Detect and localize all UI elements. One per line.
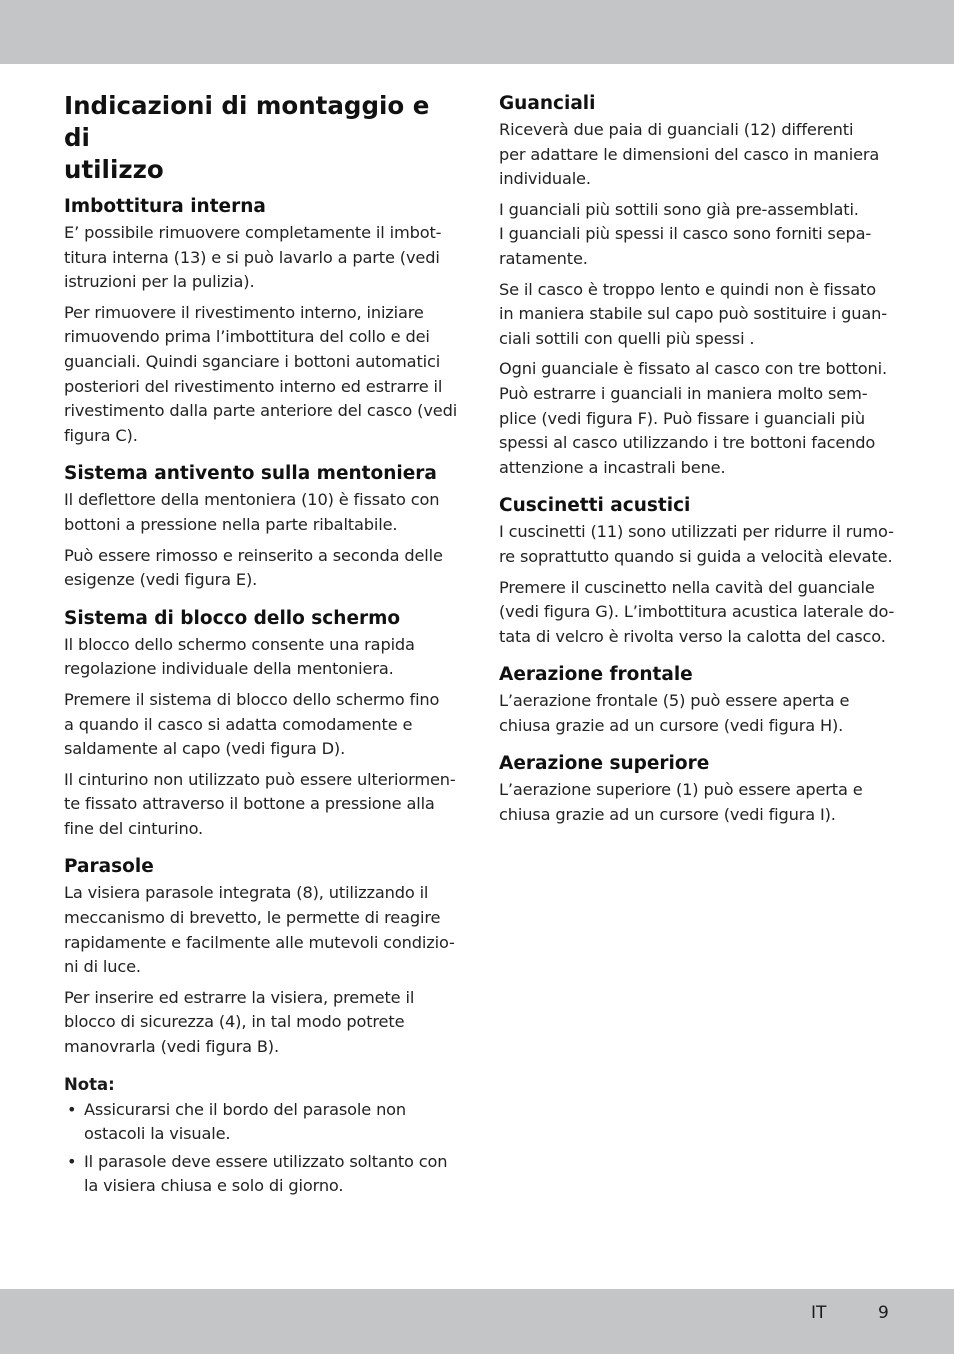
paragraph [64,488,456,537]
paragraph [499,357,891,480]
text-line: ni di luce. [64,957,141,977]
text-line: rapidamente e facilmente alle mutevoli condizio- [64,932,455,952]
section-heading: Cuscinetti acustici [499,495,691,517]
paragraph [499,689,891,738]
text-line: chiusa grazie ad un cursore (vedi figura I). [499,805,836,825]
bullet-icon: • [67,1151,77,1171]
paragraph [499,778,891,827]
paragraph [64,633,456,682]
section-heading: Sistema antivento sulla mentoniera [64,463,437,485]
text-line: Per rimuovere il rivestimento interno, iniziare [64,302,424,322]
text-line: Il blocco dello schermo consente una rapida [64,634,415,654]
text-line: Il cinturino non utilizzato può essere ulteriormen- [64,769,456,789]
page-title-line: utilizzo [64,155,164,184]
text-line: attenzione a incastrali bene. [499,457,726,477]
text-line: L’aerazione superiore (1) può essere aperta e [499,780,863,800]
paragraph [64,544,456,593]
text-line: (vedi figura G). L’imbottitura acustica laterale do- [499,602,895,622]
text-line: chiusa grazie ad un cursore (vedi figura H). [499,715,844,735]
page-title [64,90,456,186]
text-line: guanciali. Quindi sganciare i bottoni automatici [64,351,441,371]
text-line: Può essere rimosso e reinserito a seconda delle [64,545,443,565]
text-line: a quando il casco si adatta comodamente e [64,714,413,734]
text-line: blocco di sicurezza (4), in tal modo potrete [64,1012,405,1032]
paragraph [499,118,891,192]
text-line: bottoni a pressione nella parte ribaltabile. [64,514,398,534]
section-heading: Aerazione frontale [499,664,693,686]
text-line: Riceverà due paia di guanciali (12) differenti [499,120,854,139]
text-line: La visiera parasole integrata (8), utilizzando il [64,883,429,903]
text-line: saldamente al capo (vedi figura D). [64,739,346,759]
paragraph [64,768,456,842]
paragraph [64,688,456,762]
text-line: I guanciali più sottili sono già pre-assemblati. [499,199,859,219]
paragraph [64,881,456,979]
bullet-icon: • [67,1099,77,1119]
text-line: in maniera stabile sul capo può sostituire i guan- [499,304,887,324]
text-line: fine del cinturino. [64,818,204,838]
section-sistema-di-blocco-dello-schermo [64,607,456,842]
right-sections [499,92,895,828]
text-line: individuale. [499,169,591,189]
section-heading: Aerazione superiore [499,753,710,775]
list-item [64,1098,456,1147]
text-line: Ogni guanciale è fissato al casco con tre bottoni. [499,359,887,379]
text-line: I guanciali più spessi il casco sono forniti sepa- [499,224,872,244]
right-column [499,92,895,842]
list-item [64,1150,456,1199]
text-line: L’aerazione frontale (5) può essere aperta e [499,691,850,711]
paragraph [64,301,456,449]
text-line: meccanismo di brevetto, le permette di reagire [64,908,441,928]
text-line: Il deflettore della mentoniera (10) è fissato con [64,490,440,510]
text-line: per adattare le dimensioni del casco in maniera [499,144,880,164]
section-imbottitura-interna [64,195,456,448]
text-line: ciali sottili con quelli più spessi . [499,328,755,348]
section-heading: Sistema di blocco dello schermo [64,607,401,629]
text-line: esigenze (vedi figura E). [64,570,258,590]
paragraph [499,520,894,569]
text-line: posteriori del rivestimento interno ed estrarre il [64,376,443,396]
text-line: I cuscinetti (11) sono utilizzati per ridurre il rumo- [499,522,894,542]
nota-list [64,1098,456,1199]
text-line: Premere il sistema di blocco dello schermo fino [64,689,440,709]
text-line: Per inserire ed estrarre la visiera, premete il [64,987,415,1007]
nota-title: Nota: [64,1074,115,1094]
section-guanciali [499,92,891,480]
header-band [0,0,954,64]
page-number: 9 [878,1303,889,1323]
text-line: Premere il cuscinetto nella cavità del guanciale [499,577,875,597]
text-line: rimuovendo prima l’imbottitura del collo e dei [64,327,430,347]
section-sistema-antivento-sulla-mentoniera [64,462,456,592]
left-column [64,90,456,1202]
text-line: la visiera chiusa e solo di giorno. [84,1176,344,1196]
text-line: Il parasole deve essere utilizzato soltanto con [84,1151,448,1171]
paragraph [499,278,891,352]
section-cuscinetti-acustici [499,494,895,649]
section-heading: Imbottitura interna [64,196,266,217]
text-line: plice (vedi figura F). Può fissare i guanciali più [499,408,865,428]
paragraph [64,986,456,1060]
section-parasole [64,855,456,1059]
section-aerazione-frontale [499,663,891,738]
text-line: E’ possibile rimuovere completamente il imbot- [64,223,442,242]
text-line: manovrarla (vedi figura B). [64,1037,279,1057]
text-line: rivestimento dalla parte anteriore del casco (vedi [64,401,458,421]
page-title-line: Indicazioni di montaggio e di [64,91,430,152]
paragraph [64,221,456,295]
text-line: Può estrarre i guanciali in maniera molto sem- [499,383,868,403]
text-line: re soprattutto quando si guida a velocità elevate. [499,546,893,566]
text-line: ratamente. [499,248,588,268]
section-aerazione-superiore [499,752,891,827]
paragraph [499,576,895,650]
text-line: Assicurarsi che il bordo del parasole non [84,1099,407,1119]
text-line: figura C). [64,425,138,445]
left-sections [64,195,456,1060]
text-line: regolazione individuale della mentoniera. [64,659,394,679]
nota-box [64,1074,456,1199]
text-line: tata di velcro è rivolta verso la calotta del casco. [499,626,886,646]
text-line: ostacoli la visuale. [84,1124,231,1144]
footer-language: IT [811,1303,827,1323]
text-line: Se il casco è troppo lento e quindi non è fissato [499,279,876,299]
text-line: istruzioni per la pulizia). [64,272,255,292]
text-line: titura interna (13) e si può lavarlo a parte (vedi [64,247,440,267]
paragraph [499,198,891,272]
section-heading: Parasole [64,856,154,878]
text-line: spessi al casco utilizzando i tre bottoni facendo [499,433,876,453]
section-heading: Guanciali [499,93,596,114]
text-line: te fissato attraverso il bottone a pressione alla [64,794,435,814]
